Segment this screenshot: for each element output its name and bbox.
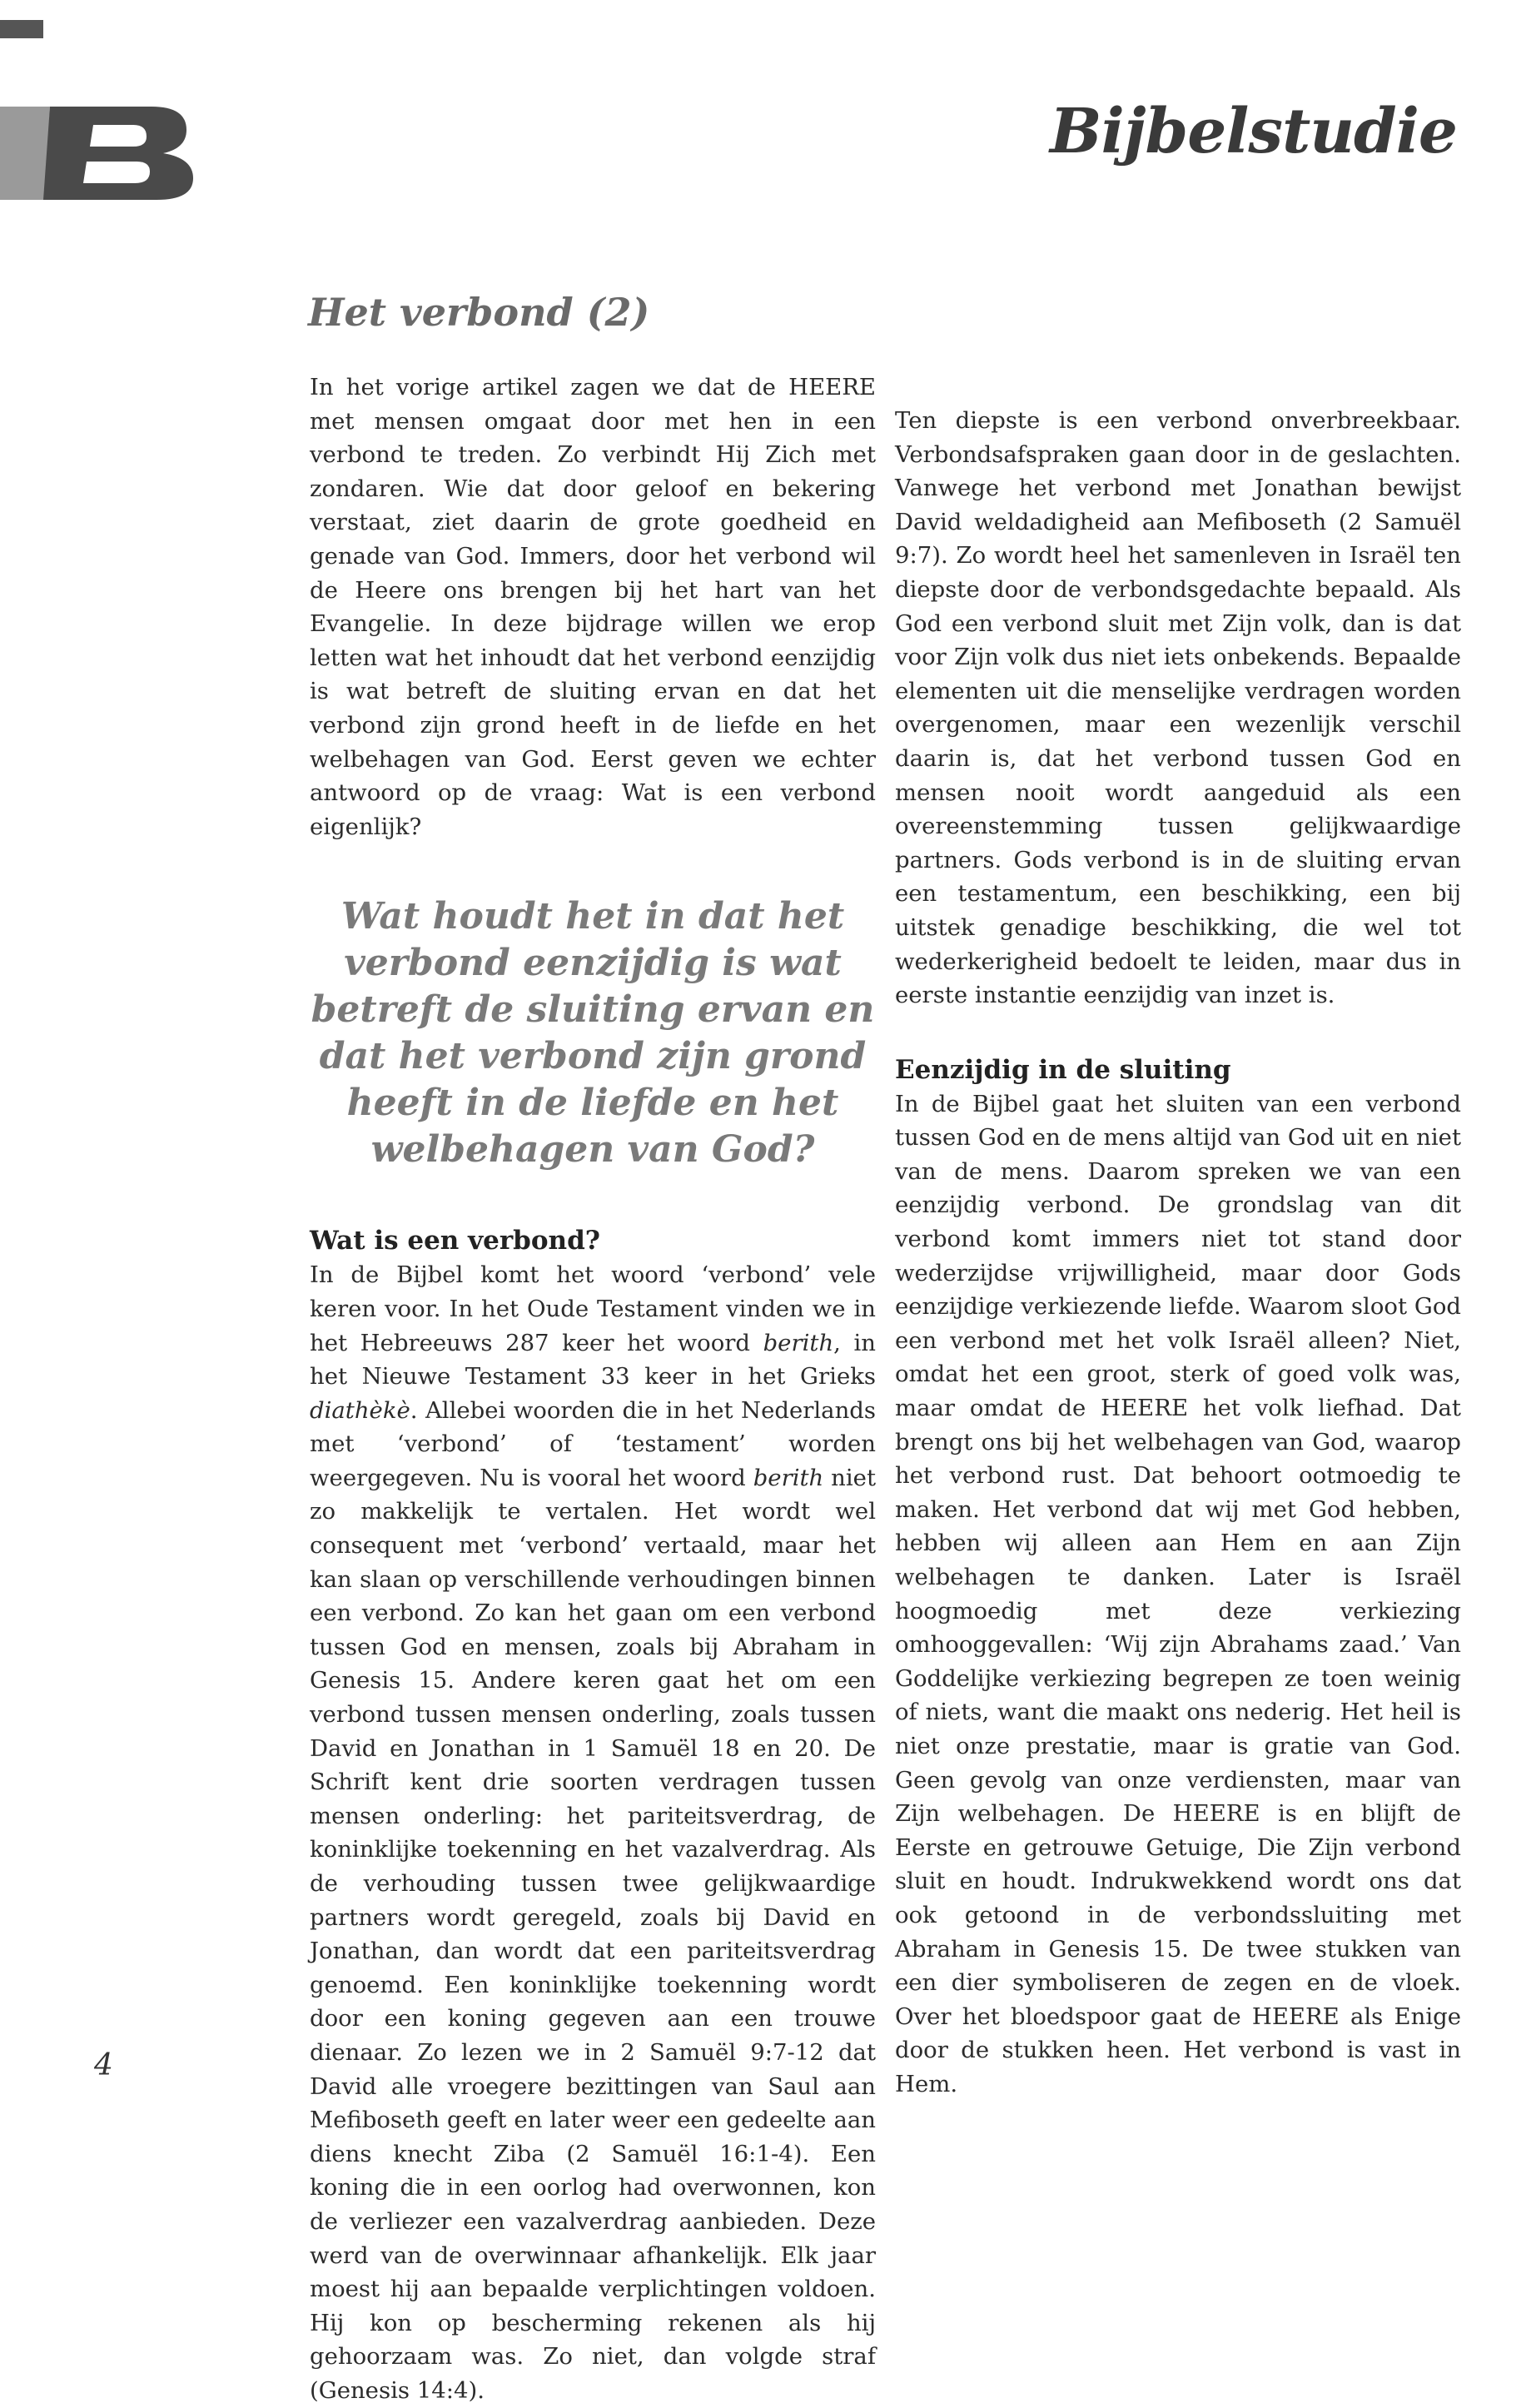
term-berith: berith bbox=[753, 1464, 824, 1491]
body-paragraph-onverbreekbaar: Ten diepste is een verbond onverbreekbaar. Verbondsafspraken gaan door in de geslachten. Vanwege het verbond met Jonathan bewijst David weldadigheid aan Mefiboseth (2 Samuël 9:7). Zo wordt heel het samenleven in Israël ten diepste door de verbondsgedachte bepaald. Als God een verbond sluit met Zijn volk, dan is dat voor Zijn volk dus niet iets onbekends. Bepaalde elementen uit die menselijke verdragen worden overgenomen, maar een wezenlijk verschil daarin is, dat het verbond tussen God en mensen nooit wordt aangeduid als een overeenstemming tussen gelijkwaardige partners. Gods verbond is in de sluiting ervan een testamentum, een beschikking, een bij uitstek genadige beschikking, die wel tot wederkerigheid bedoelt te leiden, maar dus in eerste instantie eenzijdig van inzet is. bbox=[895, 407, 1461, 1009]
intro-paragraph: In het vorige artikel zagen we dat de HEERE met mensen omgaat door met hen in een verbond te treden. Zo verbindt Hij Zich met zondaren. Wie dat door geloof en bekering verstaat, ziet daarin de grote goedheid en genade van God. Immers, door het verbond wil de Heere ons brengen bij het hart van het Evangelie. In deze bijdrage willen we erop letten wat het inhoudt dat het verbond eenzijdig is wat betreft de sluiting ervan en dat het verbond zijn grond heeft in de liefde en het welbehagen van God. Eerst geven we echter antwoord op de vraag: Wat is een verbond eigenlijk? bbox=[310, 374, 876, 840]
heading-wat-is-een-verbond: Wat is een verbond? bbox=[310, 1226, 600, 1256]
heading-eenzijdig: Eenzijdig in de sluiting bbox=[895, 1054, 1231, 1085]
term-diatheke: diathèkè bbox=[310, 1396, 410, 1424]
right-column bbox=[895, 371, 1461, 2102]
section-b-logo-icon bbox=[0, 107, 196, 200]
body-paragraph-eenzijdig: In de Bijbel gaat het sluiten van een verbond tussen God en de mens altijd van God uit en niet van de mens. Daarom spreken we van een eenzijdig verbond. De grondslag van dit verbond komt immers niet tot stand door wederzijdse vrijwilligheid, maar door Gods eenzijdige verkiezende liefde. Waarom sloot God een verbond met het volk Israël alleen? Niet, omdat het een groot, sterk of goed volk was, maar omdat de HEERE het volk liefhad. Dat brengt ons bij het welbehagen van God, waarop het verbond rust. Dat behoort ootmoedig te maken. Het verbond dat wij met God hebben, hebben wij alleen aan Hem en aan Zijn welbehagen te danken. Later is Israël hoogmoedig met deze verkiezing omhooggevallen: ‘Wij zijn Abrahams zaad.’ Van Goddelijke verkiezing begrepen ze toen weinig of niets, want die maakt ons nederig. Het heil is niet onze prestatie, maar is gratie van God. Geen gevolg van onze verdiensten, maar van Zijn welbehagen. De HEERE is en blijft de Eerste en getrouwe Getuige, Die Zijn verbond sluit en houdt. Indrukwekkend wordt ons dat ook getoond in de verbondssluiting met Abraham in Genesis 15. De twee stukken van een dier symboliseren de zegen en de vloek. Over het bloedspoor gaat de HEERE als Enige door de stukken heen. Het verbond is vast in Hem. bbox=[895, 1090, 1461, 2097]
corner-marker bbox=[0, 20, 43, 38]
body-paragraph-verbond: In de Bijbel komt het woord ‘verbond’ vele keren voor. In het Oude Testament vinden we in het Hebreeuws 287 keer het woord berith, in het Nieuwe Testament 33 keer in het Grieks diathèkè. Allebei woorden die in het Nederlands met ‘verbond’ of ‘testament’ worden weergegeven. Nu is vooral het woord berith niet zo makkelijk te vertalen. Het wordt wel consequent met ‘verbond’ vertaald, maar het kan slaan op verschillende verhoudingen binnen een verbond. Zo kan het gaan om een verbond tussen God en mensen, zoals bij Abraham in Genesis 15. Andere keren gaat het om een verbond tussen mensen onderling, zoals tussen David en Jonathan in 1 Samuël 18 en 20. De Schrift kent drie soorten verdragen tussen mensen onderling: het pariteitsverdrag, de koninklijke toekenning en het vazalverdrag. Als de verhouding tussen twee gelijkwaardige partners wordt geregeld, zoals bij David en Jonathan, dan wordt dat een pariteitsverdrag genoemd. Een koninklijke toekenning wordt door een koning gegeven aan een trouwe dienaar. Zo lezen we in 2 Samuël 9:7-12 dat David alle vroegere bezittingen van Saul aan Mefiboseth geeft en later weer een gedeelte aan diens knecht Ziba (2 Samuël 16:1-4). Een koning die in een oorlog had overwonnen, kon de verliezer een vazalverdrag aanbieden. Deze werd van de overwinnaar afhankelijk. Elk jaar moest hij aan bepaalde verplichtingen voldoen. Hij kon op bescherming rekenen als hij gehoorzaam was. Zo niet, dan volgde straf (Genesis 14:4). bbox=[310, 1261, 876, 2404]
article-title: Het verbond (2) bbox=[308, 290, 650, 335]
section-title: Bijbelstudie bbox=[1050, 96, 1457, 167]
page-number: 4 bbox=[94, 2048, 113, 2082]
pull-quote: Wat houdt het in dat het verbond eenzijdig is wat betreft de sluiting ervan en dat het verbond zijn grond heeft in de liefde en het welbehagen van God? bbox=[311, 895, 875, 1172]
term-berith: berith bbox=[763, 1329, 834, 1356]
left-column bbox=[310, 371, 876, 2408]
